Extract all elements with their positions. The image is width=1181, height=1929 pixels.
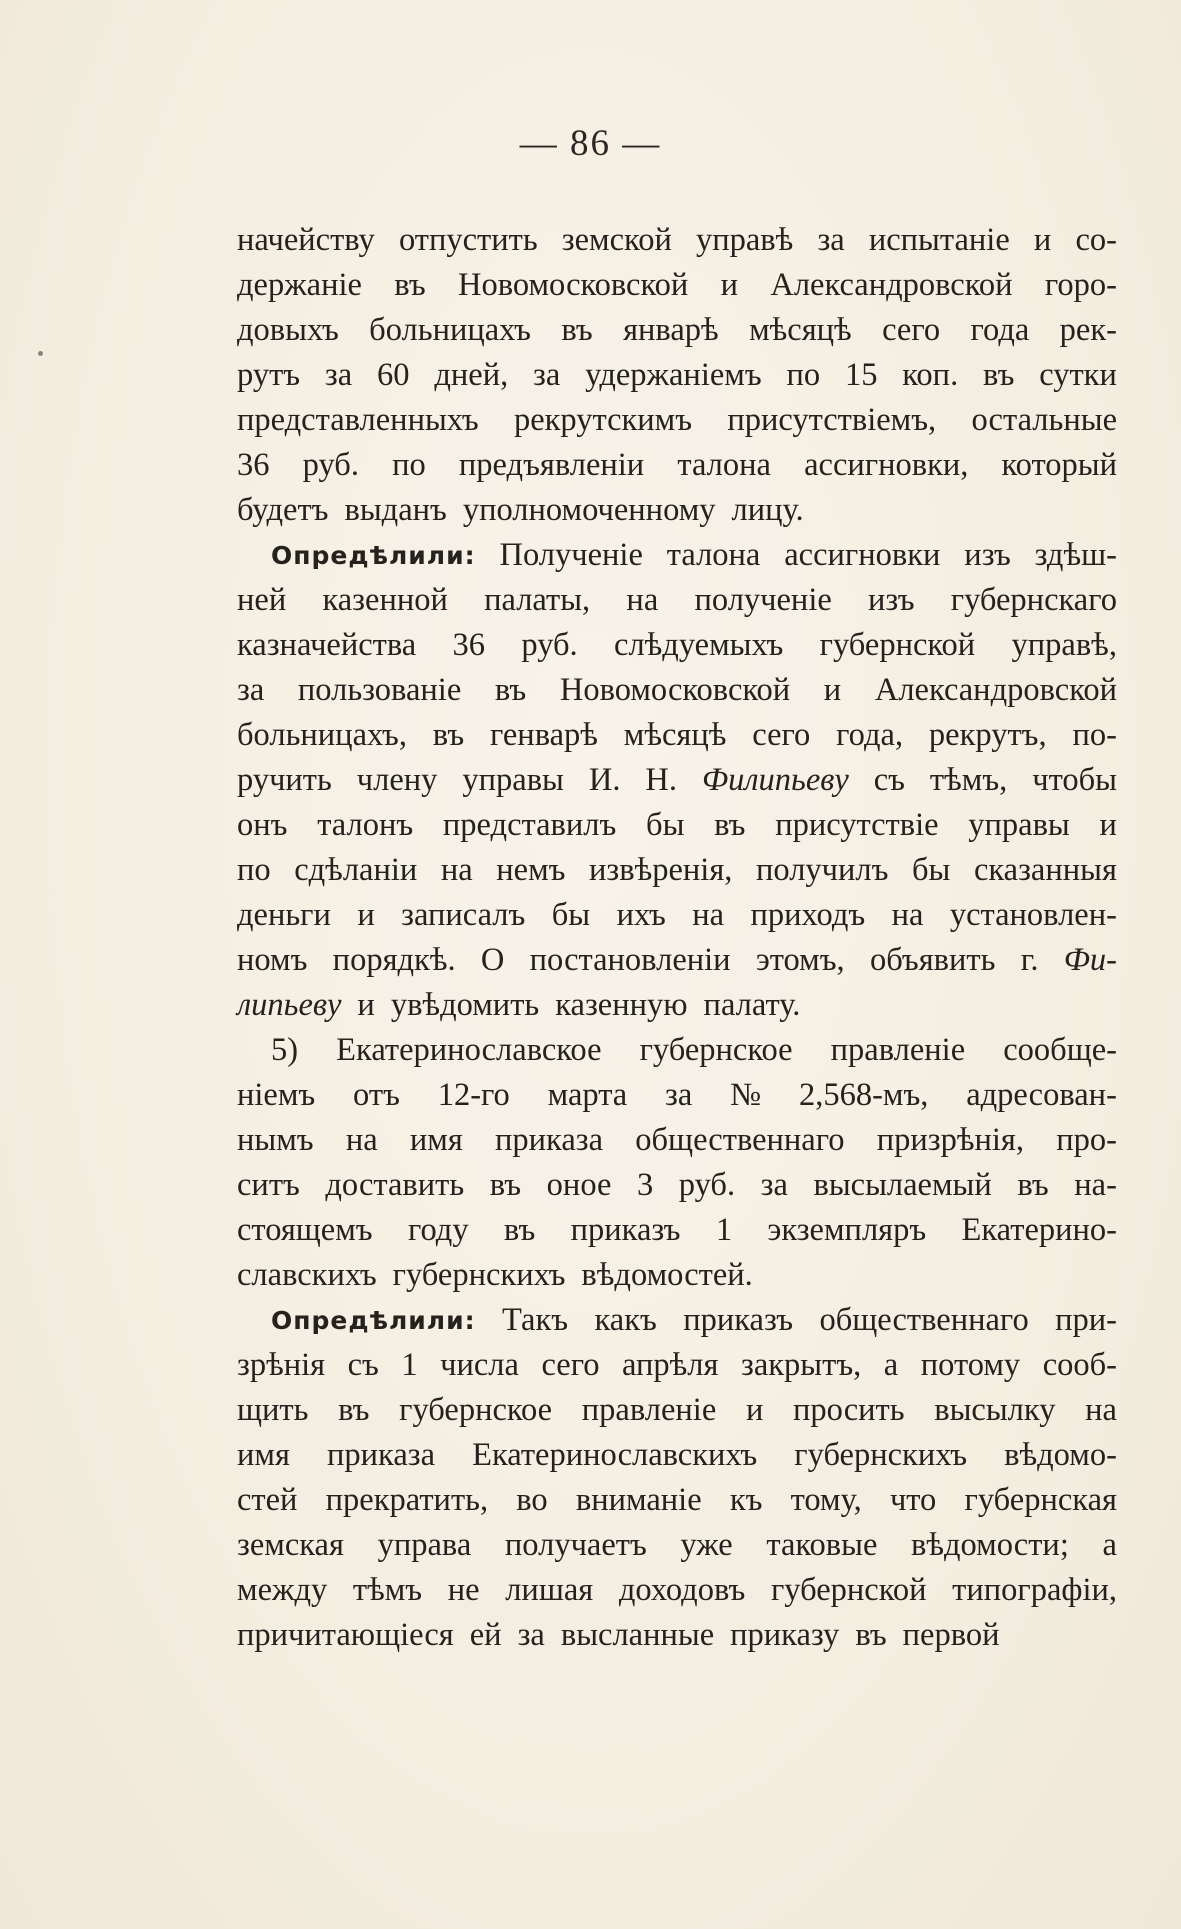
word: въ: [714, 807, 746, 843]
word: пользованіе: [297, 672, 462, 708]
word: за: [760, 1167, 788, 1203]
word: постановленіи: [529, 942, 731, 978]
word: будетъ: [237, 492, 329, 528]
word: за: [517, 1617, 545, 1653]
word: 5): [271, 1032, 299, 1068]
word: первой: [902, 1617, 1000, 1653]
word: доставить: [325, 1167, 465, 1203]
word: уже: [680, 1527, 733, 1563]
word: талонъ: [317, 807, 414, 843]
word: бы: [551, 897, 591, 933]
word: на: [891, 897, 924, 933]
word: губернское: [639, 1032, 793, 1068]
word: январѣ: [623, 312, 719, 348]
word: типографіи,: [952, 1572, 1117, 1608]
text-line: [237, 1298, 1117, 1343]
text-line: [237, 443, 1117, 488]
word: по-: [1072, 717, 1117, 753]
word: 36: [237, 447, 270, 483]
word: ей: [469, 1617, 502, 1653]
word: Екатеринославскихъ: [472, 1437, 758, 1473]
word: году: [407, 1212, 469, 1248]
text-line: [237, 758, 1117, 803]
word: оное: [546, 1167, 612, 1203]
word: по: [786, 357, 821, 393]
word: правленіе: [830, 1032, 966, 1068]
word: 1: [401, 1347, 418, 1383]
word: вниманіе: [575, 1482, 702, 1518]
word: за: [817, 222, 845, 258]
word: приказъ: [683, 1302, 794, 1338]
word: въ: [432, 717, 465, 753]
word: ихъ: [616, 897, 666, 933]
word: приказъ: [570, 1212, 681, 1248]
word: 12-го: [437, 1077, 510, 1113]
text-line: [237, 1523, 1117, 1568]
word: горо-: [1044, 267, 1117, 303]
text-line: [237, 218, 1117, 263]
word: губернской: [819, 627, 976, 663]
word: сдѣланіи: [294, 852, 418, 888]
word: Филипьеву: [701, 762, 849, 798]
word: въ: [338, 1392, 370, 1428]
word: О: [480, 942, 505, 978]
word: и: [1033, 222, 1052, 258]
word: за: [237, 672, 265, 708]
text-line: [237, 398, 1117, 443]
word: отпустить: [398, 222, 538, 258]
word: Н.: [645, 762, 678, 798]
word: вѣдомо-: [1004, 1437, 1117, 1473]
text-line: [237, 1478, 1117, 1523]
word: просить: [793, 1392, 905, 1428]
word: на: [345, 1122, 378, 1158]
word: при-: [1055, 1302, 1117, 1338]
word: мѣсяцѣ: [749, 312, 852, 348]
word: за: [665, 1077, 693, 1113]
word: въ: [561, 312, 593, 348]
word: приказа: [327, 1437, 436, 1473]
word: Фи-: [1063, 942, 1117, 978]
word: высылку: [934, 1392, 1056, 1428]
text-line: [237, 263, 1117, 308]
word: земской: [561, 222, 672, 258]
text-line: [237, 1028, 1117, 1073]
word: губернскихъ: [392, 1257, 566, 1293]
word: уполномоченному: [462, 492, 716, 528]
word: извѣренія,: [589, 852, 733, 888]
word: про-: [1056, 1122, 1117, 1158]
word: палаты,: [484, 582, 591, 618]
word: рекрутъ,: [928, 717, 1047, 753]
word: доходовъ: [618, 1572, 746, 1608]
word: въ: [983, 357, 1015, 393]
text-line: [237, 308, 1117, 353]
word: ніемъ: [237, 1077, 316, 1113]
word: Екатеринославское: [336, 1032, 602, 1068]
word: вѣдомости;: [911, 1527, 1069, 1563]
word: а: [1102, 1527, 1117, 1563]
word: приказа: [495, 1122, 604, 1158]
word: марта: [547, 1077, 628, 1113]
word: объявить: [869, 942, 996, 978]
word: общественнаго: [635, 1122, 845, 1158]
word: сооб-: [1042, 1347, 1117, 1383]
text-line: [237, 983, 1117, 1028]
word: числа: [440, 1347, 519, 1383]
word: мѣсяцѣ: [623, 717, 727, 753]
word: земская: [237, 1527, 344, 1563]
word: Александровской: [770, 267, 1013, 303]
text-line: [237, 1073, 1117, 1118]
word: адресован-: [966, 1077, 1117, 1113]
word: и: [357, 987, 375, 1023]
word: имя: [409, 1122, 463, 1158]
word: палату.: [703, 987, 801, 1023]
word: стей: [237, 1482, 298, 1518]
word: высылаемый: [813, 1167, 992, 1203]
word: довыхъ: [237, 312, 339, 348]
text-line: [237, 1568, 1117, 1613]
word: щить: [237, 1392, 309, 1428]
word: изъ: [964, 537, 1011, 573]
text-line: [237, 1343, 1117, 1388]
word: талона: [666, 537, 761, 573]
word: Такъ: [502, 1302, 569, 1338]
word: управы: [462, 762, 564, 798]
word: губернской: [770, 1572, 927, 1608]
word: ситъ: [237, 1167, 300, 1203]
word: 36: [452, 627, 486, 663]
word: имя: [237, 1437, 290, 1473]
word: по: [392, 447, 426, 483]
text-line: [237, 533, 1117, 578]
word: правленіе: [581, 1392, 717, 1428]
word: присутствіемъ,: [727, 402, 937, 438]
word: Новомосковской: [457, 267, 689, 303]
word: испытаніе: [868, 222, 1010, 258]
word: зрѣнія: [237, 1347, 326, 1383]
word: управы: [968, 807, 1070, 843]
word: сего: [882, 312, 941, 348]
word: руб.: [302, 447, 359, 483]
word: а: [883, 1347, 899, 1383]
word: въ: [1017, 1167, 1049, 1203]
word: губернскаго: [950, 582, 1117, 618]
word: слѣдуемыхъ: [614, 627, 784, 663]
word: больницахъ: [369, 312, 531, 348]
word: Александровской: [874, 672, 1117, 708]
text-line: [237, 893, 1117, 938]
word: сего: [541, 1347, 600, 1383]
word: приходъ: [750, 897, 866, 933]
word: потому: [920, 1347, 1021, 1383]
word: и: [823, 672, 842, 708]
word: бы: [912, 852, 951, 888]
word: 15: [844, 357, 878, 393]
word: съ: [347, 1347, 379, 1383]
word: губернская: [964, 1482, 1117, 1518]
word: по: [237, 852, 271, 888]
word: управѣ,: [1011, 627, 1117, 663]
text-line: [237, 1433, 1117, 1478]
word: года: [970, 312, 1030, 348]
word: въ: [494, 672, 527, 708]
text-line: [237, 1163, 1117, 1208]
word: выданъ: [344, 492, 447, 528]
word: больницахъ,: [237, 717, 407, 753]
page-number: — 86 —: [519, 123, 662, 164]
word: на: [440, 852, 473, 888]
text-line: [237, 578, 1117, 623]
word: №: [730, 1077, 762, 1113]
word: къ: [729, 1482, 763, 1518]
word: казенную: [555, 987, 688, 1023]
word: управѣ: [695, 222, 794, 258]
word: въ: [855, 1617, 887, 1653]
word: ассигновки,: [804, 447, 969, 483]
word: и: [1099, 807, 1117, 843]
word: причитающіеся: [237, 1617, 454, 1653]
word: не: [447, 1572, 480, 1608]
word: тѣмъ,: [929, 762, 1008, 798]
word: лишая: [505, 1572, 594, 1608]
word: сообще-: [1003, 1032, 1117, 1068]
word: генварѣ: [489, 717, 598, 753]
word: держаніе: [237, 267, 362, 303]
word: записалъ: [401, 897, 526, 933]
word: прекратить,: [325, 1482, 489, 1518]
text-line: [237, 803, 1117, 848]
word: сутки: [1039, 357, 1117, 393]
word: на: [1085, 1392, 1117, 1428]
word: и: [357, 897, 375, 933]
word: вѣдомостей.: [581, 1257, 753, 1293]
word: въ: [394, 267, 426, 303]
word: онъ: [237, 807, 288, 843]
word: высланные: [560, 1617, 715, 1653]
word: г.: [1020, 942, 1039, 978]
word: липьеву: [237, 987, 342, 1023]
word: представилъ: [442, 807, 617, 843]
word: руб.: [678, 1167, 736, 1203]
text-line: [237, 668, 1117, 713]
word: увѣдомить: [390, 987, 540, 1023]
word: въ: [489, 1167, 522, 1203]
word: апрѣля: [622, 1347, 719, 1383]
word: ассигновки: [784, 537, 941, 573]
word: казначейства: [237, 627, 417, 663]
word: представленныхъ: [237, 402, 479, 438]
word: что: [889, 1482, 937, 1518]
word: на-: [1074, 1167, 1117, 1203]
word: чтобы: [1032, 762, 1117, 798]
word: здѣш-: [1034, 537, 1117, 573]
word: стоящемъ: [237, 1212, 373, 1248]
text-line: [237, 1253, 1117, 1298]
word: славскихъ: [237, 1257, 377, 1293]
word: члену: [356, 762, 438, 798]
word: получилъ: [755, 852, 889, 888]
word: начейству: [237, 222, 375, 258]
word: за: [324, 357, 353, 393]
word: отъ: [353, 1077, 400, 1113]
word: номъ: [237, 942, 308, 978]
word: Опредѣлили:: [271, 541, 476, 570]
word: рек-: [1059, 312, 1117, 348]
word: коп.: [902, 357, 959, 393]
word: ручить: [237, 762, 332, 798]
text-line: [237, 848, 1117, 893]
word: казенной: [322, 582, 448, 618]
word: рутъ: [237, 357, 301, 393]
word: Опредѣлили:: [271, 1306, 476, 1335]
word: остальные: [971, 402, 1117, 438]
word: деньги: [237, 897, 331, 933]
word: установлен-: [949, 897, 1117, 933]
body-text: [237, 218, 1117, 1658]
word: полученіе: [694, 582, 832, 618]
word: въ: [503, 1212, 536, 1248]
word: бы: [646, 807, 685, 843]
word: ней: [237, 582, 287, 618]
word: лицу.: [731, 492, 804, 528]
word: Екатерино-: [961, 1212, 1117, 1248]
text-line: [237, 938, 1117, 983]
word: порядкѣ.: [332, 942, 456, 978]
text-line: [237, 1118, 1117, 1163]
word: на: [692, 897, 725, 933]
word: получаетъ: [504, 1527, 647, 1563]
word: между: [237, 1572, 328, 1608]
word: во: [516, 1482, 548, 1518]
word: общественнаго: [819, 1302, 1029, 1338]
word: и: [720, 267, 739, 303]
word: дней,: [434, 357, 509, 393]
word: и: [745, 1392, 764, 1428]
word: съ: [873, 762, 905, 798]
word: сказанныя: [973, 852, 1117, 888]
word: 3: [636, 1167, 654, 1203]
word: со-: [1075, 222, 1117, 258]
word: тому,: [790, 1482, 862, 1518]
word: И.: [588, 762, 621, 798]
word: тѣмъ: [352, 1572, 423, 1608]
word: 2,568-мъ,: [798, 1077, 929, 1113]
word: за: [533, 357, 561, 393]
text-line: [237, 1208, 1117, 1253]
text-line: [237, 1613, 1117, 1658]
word: нымъ: [237, 1122, 314, 1158]
word: на: [626, 582, 659, 618]
word: удержаніемъ: [585, 357, 762, 393]
word: 60: [377, 357, 410, 393]
word: который: [1001, 447, 1117, 483]
word: губернское: [399, 1392, 553, 1428]
word: этомъ,: [755, 942, 845, 978]
text-line: [237, 713, 1117, 758]
text-line: [237, 353, 1117, 398]
word: года,: [836, 717, 904, 753]
word: экземпляръ: [767, 1212, 927, 1248]
word: присутствіе: [775, 807, 939, 843]
word: немъ: [496, 852, 566, 888]
text-line: [237, 1388, 1117, 1433]
paper-speck: [38, 351, 43, 356]
word: изъ: [868, 582, 915, 618]
word: управа: [377, 1527, 472, 1563]
word: предъявленіи: [458, 447, 645, 483]
word: 1: [715, 1212, 733, 1248]
word: Новомосковской: [559, 672, 791, 708]
word: сего: [752, 717, 811, 753]
word: призрѣнія,: [876, 1122, 1024, 1158]
text-line: [237, 623, 1117, 668]
word: закрытъ,: [740, 1347, 862, 1383]
word: Полученіе: [499, 537, 643, 573]
word: руб.: [521, 627, 578, 663]
text-line: [237, 488, 1117, 533]
word: талона: [677, 447, 771, 483]
word: рекрутскимъ: [513, 402, 693, 438]
word: приказу: [730, 1617, 840, 1653]
word: таковые: [766, 1527, 878, 1563]
word: какъ: [594, 1302, 657, 1338]
word: губернскихъ: [794, 1437, 968, 1473]
